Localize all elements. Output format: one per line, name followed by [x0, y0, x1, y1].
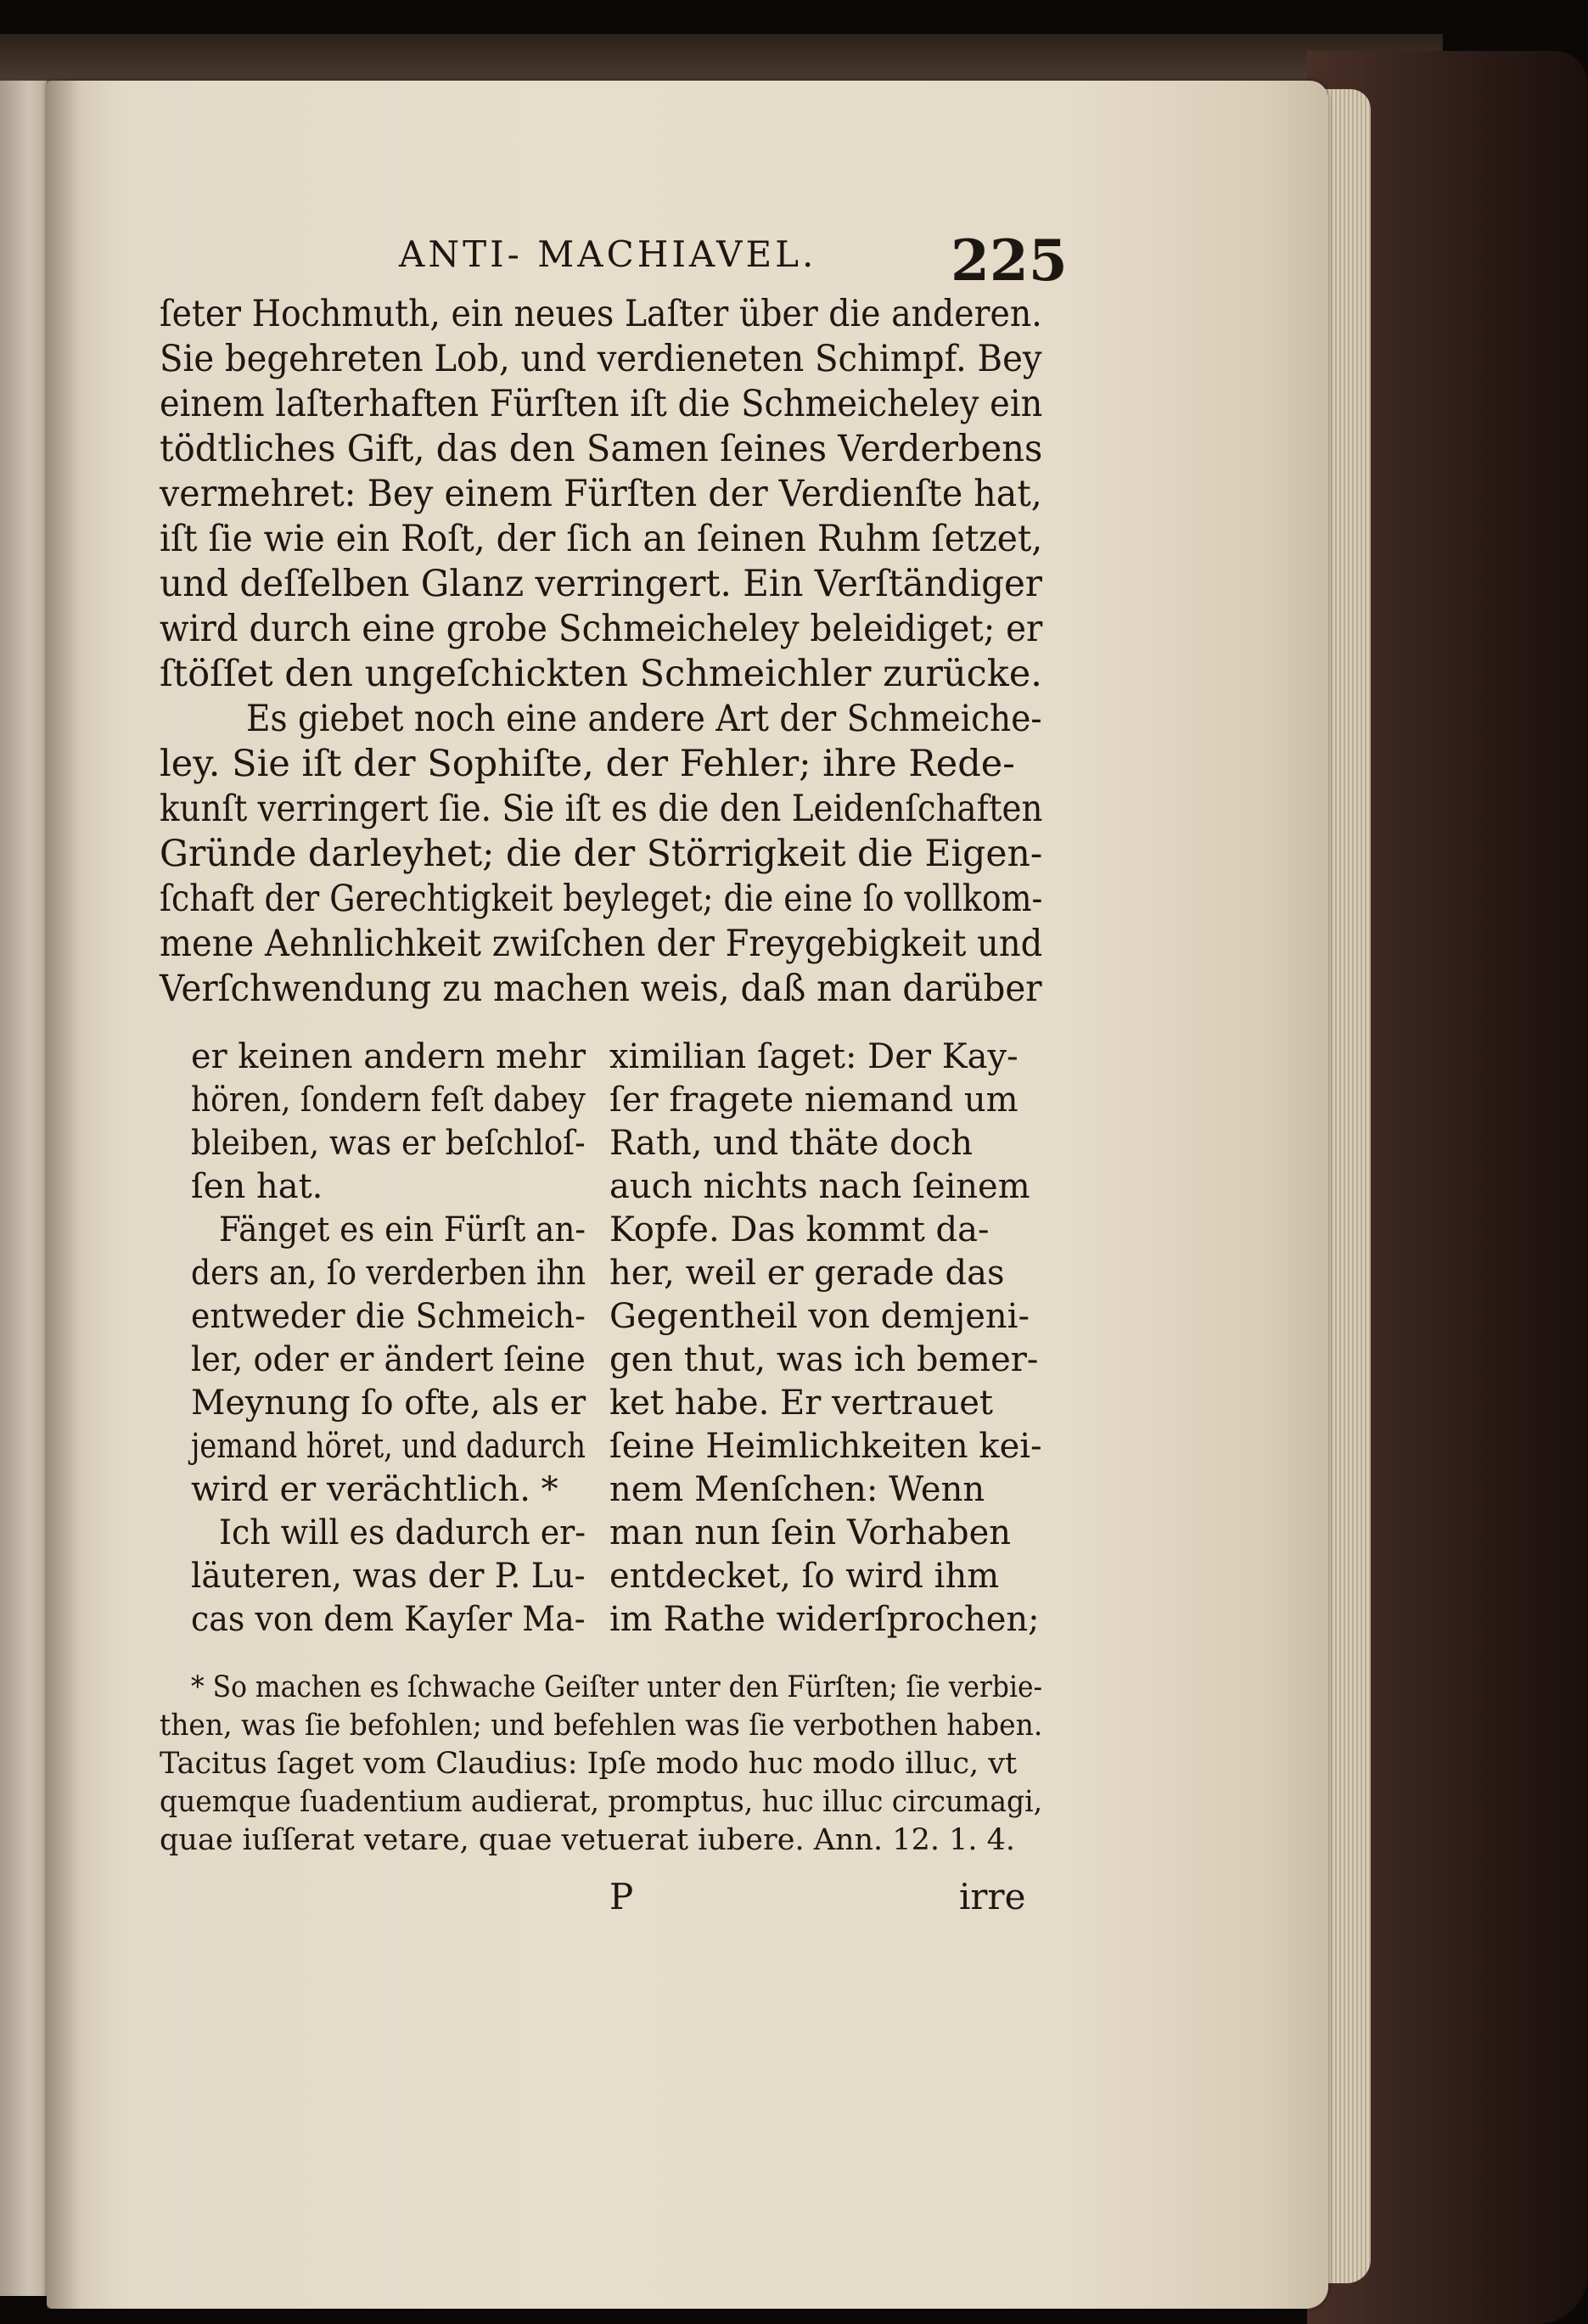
column-line: ſen hat. — [191, 1167, 323, 1206]
column-line: läuteren, was der P. Lu- — [191, 1557, 586, 1596]
footnote-line: then, was ſie befohlen; und befehlen was ſie verbothen haben. — [160, 1709, 1043, 1743]
column-line: Rath, und thäte doch — [609, 1124, 973, 1163]
column-line: jemand höret, und dadurch — [191, 1427, 586, 1466]
page-number: 225 — [951, 227, 1068, 294]
column-line: Meynung ſo ofte, als er — [191, 1384, 586, 1423]
column-line: ders an, ſo verderben ihn — [191, 1254, 586, 1293]
column-line: entweder die Schmeich- — [191, 1297, 586, 1336]
footnote-line: * So machen es ſchwache Geiſter unter den Fürſten; ſie verbie- — [191, 1670, 1043, 1704]
signature-mark: P — [609, 1876, 634, 1917]
text-line: ſtöſſet den ungeſchickten Schmeichler zurücke. — [160, 653, 1042, 695]
column-line: Gegentheil von demjeni- — [609, 1297, 1030, 1336]
column-line: cas von dem Kayſer Ma- — [191, 1600, 586, 1639]
column-line: Kopfe. Das kommt da- — [609, 1210, 990, 1249]
text-line: Gründe darleyhet; die der Störrigkeit die Eigen- — [160, 833, 1043, 875]
text-line: einem laſterhaften Fürſten iſt die Schmeicheley ein — [160, 383, 1043, 425]
column-line: auch nichts nach ſeinem — [609, 1167, 1030, 1206]
text-line: Sie begehreten Lob, und verdieneten Schimpf. Bey — [160, 338, 1042, 380]
column-line: ximilian ſaget: Der Kay- — [609, 1037, 1018, 1076]
text-line: ley. Sie iſt der Sophiſte, der Fehler; ihre Rede- — [160, 743, 1015, 785]
column-line: wird er verächtlich. * — [191, 1470, 558, 1509]
running-title: ANTI- MACHIAVEL. — [399, 233, 817, 275]
text-line: kunſt verringert ſie. Sie iſt es die den Leidenſchaften — [160, 788, 1043, 830]
column-line: ket habe. Er vertrauet — [609, 1384, 993, 1423]
catchword: irre — [959, 1876, 1026, 1917]
facing-page-edge — [0, 81, 49, 2296]
column-line: nem Menſchen: Wenn — [609, 1470, 985, 1509]
column-line: man nun ſein Vorhaben — [609, 1513, 1012, 1552]
text-line: tödtliches Gift, das den Samen ſeines Verderbens — [160, 428, 1043, 470]
text-line: Verſchwendung zu machen weis, daß man darüber — [160, 968, 1042, 1010]
column-line: ſeine Heimlichkeiten kei- — [609, 1427, 1042, 1466]
column-line: entdecket, ſo wird ihm — [609, 1557, 1000, 1596]
column-line: Fänget es ein Fürſt an- — [219, 1210, 586, 1249]
column-line: gen thut, was ich bemer- — [609, 1340, 1039, 1379]
column-line: Ich will es dadurch er- — [219, 1513, 586, 1552]
footnote-line: quae iuſſerat vetare, quae vetuerat iubere. Ann. 12. 1. 4. — [160, 1823, 1016, 1857]
column-line: ſer fragete niemand um — [609, 1081, 1018, 1120]
column-line: ler, oder er ändert ſeine — [191, 1340, 586, 1379]
column-line: er keinen andern mehr — [191, 1037, 586, 1076]
text-line: vermehret: Bey einem Fürſten der Verdienſte hat, — [160, 473, 1042, 515]
footnote-line: Tacitus ſaget vom Claudius: Ipſe modo huc modo illuc, vt — [160, 1747, 1018, 1781]
column-line: bleiben, was er beſchloſ- — [191, 1124, 586, 1163]
text-line: iſt ſie wie ein Roſt, der ſich an ſeinen Ruhm ſetzet, — [160, 518, 1043, 560]
column-line: her, weil er gerade das — [609, 1254, 1005, 1293]
text-line: ſchaft der Gerechtigkeit beyleget; die eine ſo vollkom- — [160, 878, 1043, 920]
footnote-line: quemque ſuadentium audierat, promptus, huc illuc circumagi, — [160, 1785, 1043, 1819]
column-line: hören, ſondern feſt dabey — [191, 1081, 586, 1120]
column-line: im Rathe widerſprochen; — [609, 1600, 1040, 1639]
gutter-shadow — [47, 81, 81, 2309]
text-line: mene Aehnlichkeit zwiſchen der Freygebigkeit und — [160, 923, 1043, 965]
text-line: wird durch eine grobe Schmeicheley beleidiget; er — [160, 608, 1043, 650]
text-line: ſeter Hochmuth, ein neues Laſter über die anderen. — [160, 293, 1042, 335]
text-line: Es giebet noch eine andere Art der Schmeiche- — [246, 698, 1042, 740]
text-line: und deſſelben Glanz verringert. Ein Verſtändiger — [160, 563, 1043, 605]
